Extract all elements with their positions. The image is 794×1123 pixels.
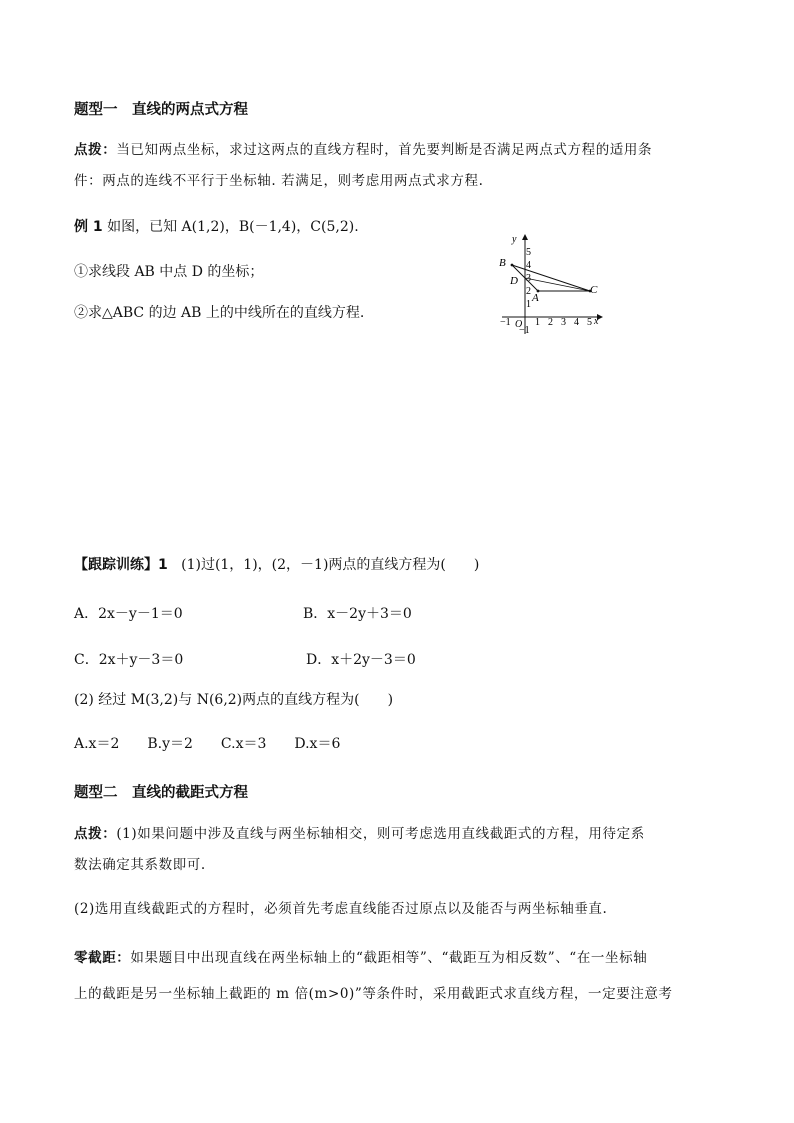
practice-q1-text: (1)过(1，1)，(2，－1)两点的直线方程为( ) [181,557,480,573]
y-tick: 4 [526,260,531,271]
y-tick: 5 [526,247,531,258]
origin-label: O [515,319,523,330]
y-tick: −1 [519,325,530,336]
option-c: C．2x＋y－3＝0 [74,652,184,668]
option-d: D．x＋2y－3＝0 [306,652,416,668]
tip2-text-line3: (2)选用直线截距式的方程时，必须首先考虑直线能否过原点以及能否与两坐标轴垂直. [74,901,608,917]
x-tick: 1 [535,317,540,328]
tip-label: 点拨： [74,142,117,158]
point-c-label: C [590,284,598,296]
tip2-paragraph [74,824,645,844]
point-a-label: A [532,292,539,304]
example-label: 例 1 [74,219,103,235]
y-axis-label: y [512,234,517,245]
example-1 [74,217,359,237]
option-b: B．x－2y＋3＝0 [303,606,412,622]
point-d-label: D [510,275,518,287]
practice-label: 【跟踪训练】1 [74,557,168,573]
point-b [511,264,514,267]
tip-text-line1: 当已知两点坐标，求过这两点的直线方程时，首先要判断是否满足两点式方程的适用条 [116,142,653,158]
x-tick: 3 [561,317,566,328]
triangle-abc [512,265,590,291]
y-tick: 3 [526,273,531,284]
example-question-2: ②求△ABC 的边 AB 上的中线所在的直线方程. [74,305,365,321]
section-title-two-point: 题型一 直线的两点式方程 [74,102,248,118]
zero-intercept-label: 零截距： [74,950,131,966]
tip2-text-line2: 数法确定其系数即可. [74,857,206,873]
practice-q2-options: A.x＝2 B.y＝2 C.x＝3 D.x＝6 [74,736,341,752]
tip2-label: 点拨： [74,826,117,842]
zero-intercept-paragraph [74,948,647,968]
point-b-label: B [499,257,506,269]
tip2-text-line1: (1)如果问题中涉及直线与两坐标轴相交，则可考虑选用直线截距式的方程，用待定系 [116,826,645,842]
example-stem: 如图，已知 A(1,2)，B(－1,4)，C(5,2). [107,219,359,235]
y-tick: 1 [526,299,531,310]
zero-intercept-line2: 上的截距是另一坐标轴上截距的 m 倍(m>0)”等条件时，采用截距式求直线方程，一定要注意考 [74,986,673,1002]
x-tick: 5 [587,317,592,328]
option-a: A．2x－y－1＝0 [74,606,183,622]
x-tick: 4 [574,317,579,328]
triangle-coordinate-figure [494,230,610,338]
tip-text-line2: 件：两点的连线不平行于坐标轴. 若满足，则考虑用两点式求方程. [74,173,484,189]
x-axis-label: x [594,316,599,327]
practice-question-2: (2) 经过 M(3,2)与 N(6,2)两点的直线方程为( ) [74,692,394,708]
x-tick: −1 [500,317,511,328]
practice-question-1 [74,555,479,575]
example-question-1: ①求线段 AB 中点 D 的坐标； [74,264,264,280]
section-title-intercept: 题型二 直线的截距式方程 [74,785,248,801]
zero-intercept-line1: 如果题目中出现直线在两坐标轴上的“截距相等”、“截距互为相反数”、“在一坐标轴 [130,950,648,966]
y-tick: 2 [526,286,531,297]
x-tick: 2 [548,317,553,328]
tip-paragraph-1 [74,140,652,160]
